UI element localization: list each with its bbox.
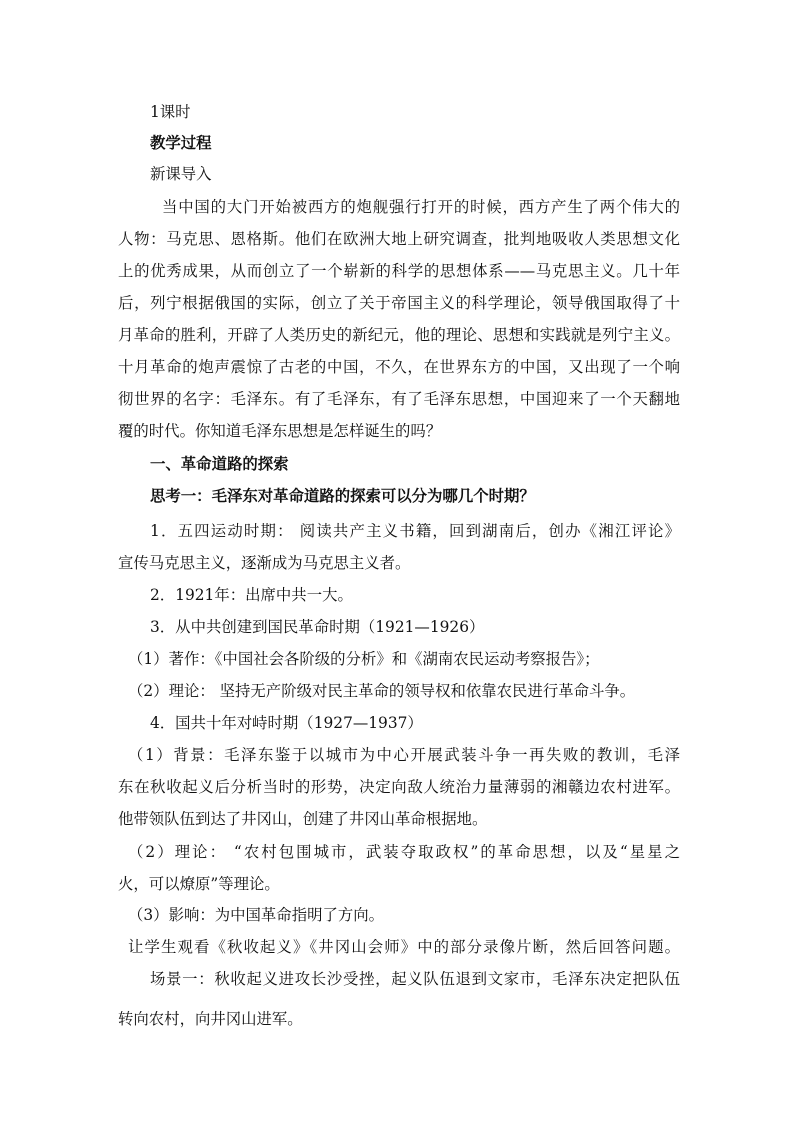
intro-line-8: 覆的时代。你知道毛泽东思想是怎样诞生的吗？ — [118, 422, 442, 440]
item3: 3．从中共创建到国民革命时期（1921—1926） — [150, 618, 485, 636]
item3-sub1: （1）著作：《中国社会各阶级的分析》和《湖南农民运动考察报告》； — [128, 650, 600, 668]
section1-heading: 一、革命道路的探索 — [150, 455, 289, 473]
intro-heading: 新课导入 — [150, 165, 212, 183]
item3-sub2: （2）理论： 坚持无产阶级对民主革命的领导权和依靠农民进行革命斗争。 — [128, 682, 636, 700]
item2: 2．1921年：出席中共一大。 — [150, 586, 353, 604]
intro-line-4: 后，列宁根据俄国的实际，创立了关于帝国主义的科学理论，领导俄国取得了十 — [118, 294, 680, 312]
item4: 4．国共十年对峙时期（1927—1937） — [150, 714, 423, 732]
item4-sub2-line-2: 火，可以燎原”等理论。 — [118, 875, 280, 893]
process-heading: 教学过程 — [150, 134, 212, 152]
item1-line-2: 宣传马克思主义，逐渐成为马克思主义者。 — [118, 554, 411, 572]
question1: 思考一：毛泽东对革命道路的探索可以分为哪几个时期？ — [150, 487, 535, 505]
intro-line-7: 彻世界的名字：毛泽东。有了毛泽东，有了毛泽东思想，中国迎来了一个天翻地 — [118, 390, 680, 408]
video-instruction: 让学生观看《秋收起义》《井冈山会师》中的部分录像片断，然后回答问题。 — [128, 938, 680, 956]
scene1-line-1: 场景一：秋收起义进攻长沙受挫，起义队伍退到文家市，毛泽东决定把队伍 — [150, 970, 680, 988]
period-label: 1课时 — [150, 103, 191, 121]
item4-sub1-line-1: （1）背景：毛泽东鉴于以城市为中心开展武装斗争一再失败的教训，毛泽 — [128, 746, 680, 764]
item4-sub1-line-2: 东在秋收起义后分析当时的形势，决定向敌人统治力量薄弱的湘赣边农村进军。 — [118, 778, 680, 796]
item4-sub1-line-3: 他带领队伍到达了井冈山，创建了井冈山革命根据地。 — [118, 810, 488, 828]
item4-sub2-line-1: （2）理论： “农村包围城市，武装夺取政权”的革命思想，以及“星星之 — [128, 843, 680, 861]
intro-line-3: 上的优秀成果，从而创立了一个崭新的科学的思想体系——马克思主义。几十年 — [118, 262, 680, 280]
item1-line-1: 1．五四运动时期： 阅读共产主义书籍，回到湖南后，创办《湘江评论》 — [150, 522, 680, 540]
intro-line-5: 月革命的胜利，开辟了人类历史的新纪元，他的理论、思想和实践就是列宁主义。 — [118, 326, 680, 344]
scene1-line-2: 转向农村，向井冈山进军。 — [118, 1010, 303, 1028]
intro-line-6: 十月革命的炮声震惊了古老的中国，不久，在世界东方的中国，又出现了一个响 — [118, 358, 680, 376]
intro-line-1: 当中国的大门开始被西方的炮舰强行打开的时候，西方产生了两个伟大的 — [162, 198, 680, 216]
intro-line-2: 人物：马克思、恩格斯。他们在欧洲大地上研究调查，批判地吸收人类思想文化 — [118, 230, 680, 248]
item4-sub3: （3）影响：为中国革命指明了方向。 — [128, 906, 385, 924]
